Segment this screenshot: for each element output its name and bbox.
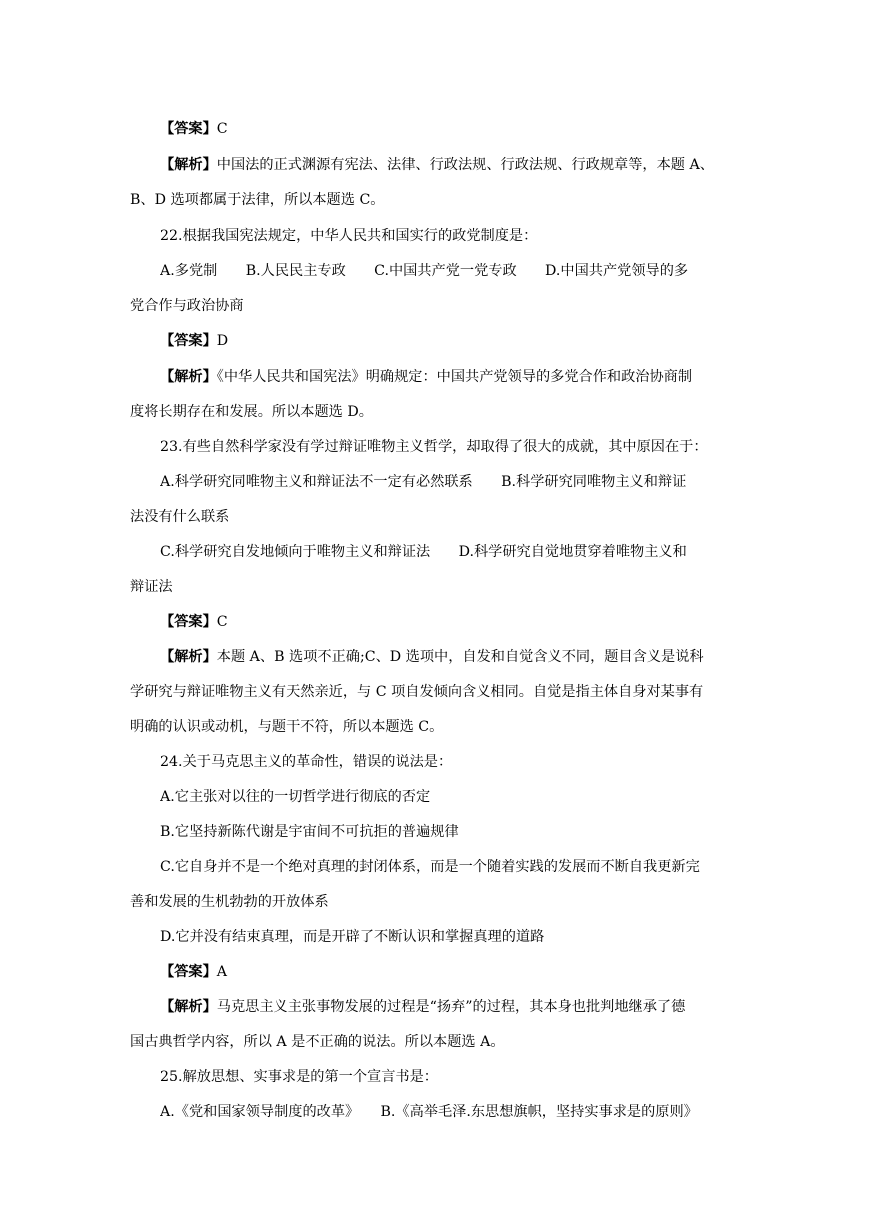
- answer-tag: 【答案】: [160, 614, 217, 630]
- analysis-text: 马克思主义主张事物发展的过程是“扬弃”的过程，其本身也批判地继承了德: [216, 999, 686, 1015]
- q22-stem: 22.根据我国宪法规定，中华人民共和国实行的政党制度是：: [160, 228, 538, 244]
- analysis-text: 本题 A、B 选项不正确;C、D 选项中，自发和自觉含义不同，题目含义是说科: [216, 649, 704, 665]
- answer-value: A: [216, 964, 228, 980]
- q22-analysis-line-2: 度将长期存在和发展。所以本题选 D。: [130, 404, 373, 420]
- q22-options-line-1: A.多党制 B.人民民主专政 C.中国共产党一党专政 D.中国共产党领导的多: [160, 263, 689, 279]
- analysis-tag: 【解析】: [160, 649, 217, 665]
- q23-analysis-line-1: [160, 647, 742, 667]
- q25-options-line-1: A.《党和国家领导制度的改革》 B.《高举毛泽.东思想旗帜，坚持实事求是的原则》: [160, 1104, 698, 1120]
- answer-tag: 【答案】: [160, 964, 217, 980]
- q24-option-a: A.它主张对以往的一切哲学进行彻底的否定: [160, 789, 431, 805]
- analysis-tag: 【解析】: [160, 157, 217, 173]
- q23-analysis-line-3: 明确的认识或动机，与题干不符，所以本题选 C。: [130, 719, 444, 735]
- q22-options-line-2: 党合作与政治协商: [130, 298, 244, 314]
- answer-tag: 【答案】: [160, 333, 217, 349]
- q24-option-d: D.它并没有结束真理，而是开辟了不断认识和掌握真理的道路: [160, 929, 545, 945]
- q22-analysis-line-1: [160, 367, 742, 387]
- analysis-text: 《中华人民共和国宪法》明确规定：中国共产党领导的多党合作和政治协商制: [216, 369, 693, 385]
- q21-analysis-line-2: B、D 选项都属于法律，所以本题选 C。: [130, 192, 385, 208]
- q24-analysis-line-1: [160, 997, 742, 1017]
- q24-analysis-line-2: 国古典哲学内容，所以 A 是不正确的说法。所以本题选 A。: [130, 1034, 505, 1050]
- answer-value: C: [216, 614, 228, 630]
- analysis-tag: 【解析】: [160, 369, 217, 385]
- answer-value: C: [216, 121, 228, 137]
- q21-analysis-line-1: [160, 155, 742, 175]
- analysis-tag: 【解析】: [160, 999, 217, 1015]
- q23-options-line-4: 辩证法: [130, 579, 173, 595]
- answer-tag: 【答案】: [160, 121, 217, 137]
- q23-answer: [160, 612, 742, 632]
- q24-option-b: B.它坚持新陈代谢是宇宙间不可抗拒的普遍规律: [160, 824, 459, 840]
- q25-stem: 25.解放思想、实事求是的第一个宣言书是：: [160, 1069, 438, 1085]
- q24-option-c-line-1: C.它自身并不是一个绝对真理的封闭体系，而是一个随着实践的发展而不断自我更新完: [160, 859, 700, 875]
- q23-stem: 23.有些自然科学家没有学过辩证唯物主义哲学，却取得了很大的成就，其中原因在于：: [160, 439, 708, 455]
- q21-answer: [160, 119, 742, 139]
- q22-answer: [160, 331, 742, 351]
- q24-stem: 24.关于马克思主义的革命性，错误的说法是：: [160, 754, 453, 770]
- q24-option-c-line-2: 善和发展的生机勃勃的开放体系: [130, 894, 329, 910]
- q23-analysis-line-2: 学研究与辩证唯物主义有天然亲近，与 C 项自发倾向含义相同。自觉是指主体自身对某事有: [130, 684, 704, 700]
- answer-value: D: [216, 333, 229, 349]
- q23-options-line-2: 法没有什么联系: [130, 509, 230, 525]
- analysis-text: 中国法的正式渊源有宪法、法律、行政法规、行政法规、行政规章等，本题 A、: [216, 157, 714, 173]
- q23-options-line-1: A.科学研究同唯物主义和辩证法不一定有必然联系 B.科学研究同唯物主义和辩证: [160, 474, 687, 490]
- q23-options-line-3: C.科学研究自发地倾向于唯物主义和辩证法 D.科学研究自觉地贯穿着唯物主义和: [160, 544, 687, 560]
- q24-answer: [160, 962, 742, 982]
